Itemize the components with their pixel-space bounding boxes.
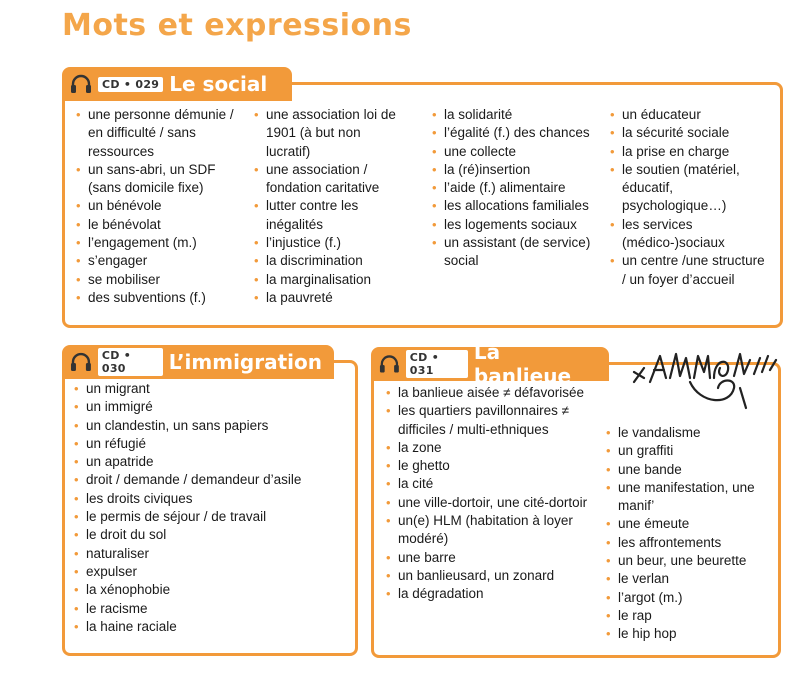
list-item: • une barre bbox=[386, 549, 600, 567]
list-item: • le racisme bbox=[74, 600, 350, 618]
list-item: • la banlieue aisée ≠ défavorisée bbox=[386, 384, 600, 402]
list-item: • un beur, une beurette bbox=[606, 552, 774, 570]
section-title: L’immigration bbox=[168, 350, 322, 374]
list-item: • un banlieusard, un zonard bbox=[386, 567, 600, 585]
section-social-header bbox=[62, 67, 292, 101]
list-item: • un bénévole bbox=[76, 197, 248, 215]
list-item: • les droits civiques bbox=[74, 490, 350, 508]
list-item: • une association / fondation caritative bbox=[254, 161, 404, 198]
list-item: • un apatride bbox=[74, 453, 350, 471]
banlieue-column-1 bbox=[386, 384, 600, 604]
page-title: Mots et expressions bbox=[62, 8, 412, 43]
list-item: • l’aide (f.) alimentaire bbox=[432, 179, 602, 197]
cd-badge: CD • 031 bbox=[406, 350, 468, 378]
list-item: • la cité bbox=[386, 475, 600, 493]
cd-badge: CD • 029 bbox=[98, 77, 163, 92]
list-item: • un graffiti bbox=[606, 442, 774, 460]
graffiti-tag-icon bbox=[630, 348, 780, 410]
list-item: • droit / demande / demandeur d’asile bbox=[74, 471, 350, 489]
headphone-icon bbox=[70, 74, 92, 94]
list-item: • le bénévolat bbox=[76, 216, 248, 234]
section-title: La banlieue bbox=[473, 340, 572, 388]
list-item: • les quartiers pavillonnaires ≠ difficiles / multi-ethniques bbox=[386, 402, 600, 439]
list-item: • une émeute bbox=[606, 515, 774, 533]
list-item: • le permis de séjour / de travail bbox=[74, 508, 350, 526]
list-item: • la discrimination bbox=[254, 252, 404, 270]
list-item: • la prise en charge bbox=[610, 143, 770, 161]
list-item: • l’égalité (f.) des chances bbox=[432, 124, 602, 142]
social-column-4 bbox=[610, 106, 770, 289]
list-item: • un(e) HLM (habitation à loyer modéré) bbox=[386, 512, 600, 549]
headphone-icon bbox=[379, 354, 400, 374]
section-title: Le social bbox=[169, 72, 268, 96]
list-item: • la zone bbox=[386, 439, 600, 457]
list-item: • un immigré bbox=[74, 398, 350, 416]
social-column-3 bbox=[432, 106, 602, 271]
list-item: • le ghetto bbox=[386, 457, 600, 475]
list-item: • la marginalisation bbox=[254, 271, 404, 289]
list-item: • le vandalisme bbox=[606, 424, 774, 442]
list-item: • le verlan bbox=[606, 570, 774, 588]
list-item: • expulser bbox=[74, 563, 350, 581]
list-item: • les logements sociaux bbox=[432, 216, 602, 234]
list-item: • les allocations familiales bbox=[432, 197, 602, 215]
list-item: • le hip hop bbox=[606, 625, 774, 643]
list-item: • un assistant (de service) social bbox=[432, 234, 602, 271]
list-item: • un migrant bbox=[74, 380, 350, 398]
list-item: • le rap bbox=[606, 607, 774, 625]
immigration-list bbox=[74, 380, 350, 636]
list-item: • les affrontements bbox=[606, 534, 774, 552]
list-item: • une ville-dortoir, une cité-dortoir bbox=[386, 494, 600, 512]
list-item: • un réfugié bbox=[74, 435, 350, 453]
list-item: • une personne démunie / en difficulté / sans ressources bbox=[76, 106, 248, 161]
list-item: • la pauvreté bbox=[254, 289, 404, 307]
list-item: • le soutien (matériel, éducatif, psychologique…) bbox=[610, 161, 770, 216]
list-item: • la sécurité sociale bbox=[610, 124, 770, 142]
list-item: • naturaliser bbox=[74, 545, 350, 563]
list-item: • le droit du sol bbox=[74, 526, 350, 544]
cd-badge: CD • 030 bbox=[98, 348, 163, 376]
list-item: • un centre /une structure / un foyer d’accueil bbox=[610, 252, 770, 289]
list-item: • l’engagement (m.) bbox=[76, 234, 248, 252]
headphone-icon bbox=[70, 352, 92, 372]
list-item: • une collecte bbox=[432, 143, 602, 161]
list-item: • la dégradation bbox=[386, 585, 600, 603]
list-item: • un éducateur bbox=[610, 106, 770, 124]
list-item: • lutter contre les inégalités bbox=[254, 197, 404, 234]
list-item: • se mobiliser bbox=[76, 271, 248, 289]
list-item: • des subventions (f.) bbox=[76, 289, 248, 307]
list-item: • une association loi de 1901 (à but non lucratif) bbox=[254, 106, 404, 161]
list-item: • s’engager bbox=[76, 252, 248, 270]
list-item: • l’injustice (f.) bbox=[254, 234, 404, 252]
list-item: • la haine raciale bbox=[74, 618, 350, 636]
list-item: • une manifestation, une manif’ bbox=[606, 479, 774, 516]
list-item: • un clandestin, un sans papiers bbox=[74, 417, 350, 435]
section-immigration-header bbox=[62, 345, 334, 379]
banlieue-column-2 bbox=[606, 424, 774, 644]
social-column-2 bbox=[254, 106, 404, 307]
list-item: • la xénophobie bbox=[74, 581, 350, 599]
list-item: • la (ré)insertion bbox=[432, 161, 602, 179]
list-item: • les services (médico-)sociaux bbox=[610, 216, 770, 253]
list-item: • l’argot (m.) bbox=[606, 589, 774, 607]
social-column-1 bbox=[76, 106, 248, 307]
list-item: • la solidarité bbox=[432, 106, 602, 124]
list-item: • une bande bbox=[606, 461, 774, 479]
section-banlieue-header bbox=[371, 340, 609, 388]
list-item: • un sans-abri, un SDF (sans domicile fixe) bbox=[76, 161, 248, 198]
